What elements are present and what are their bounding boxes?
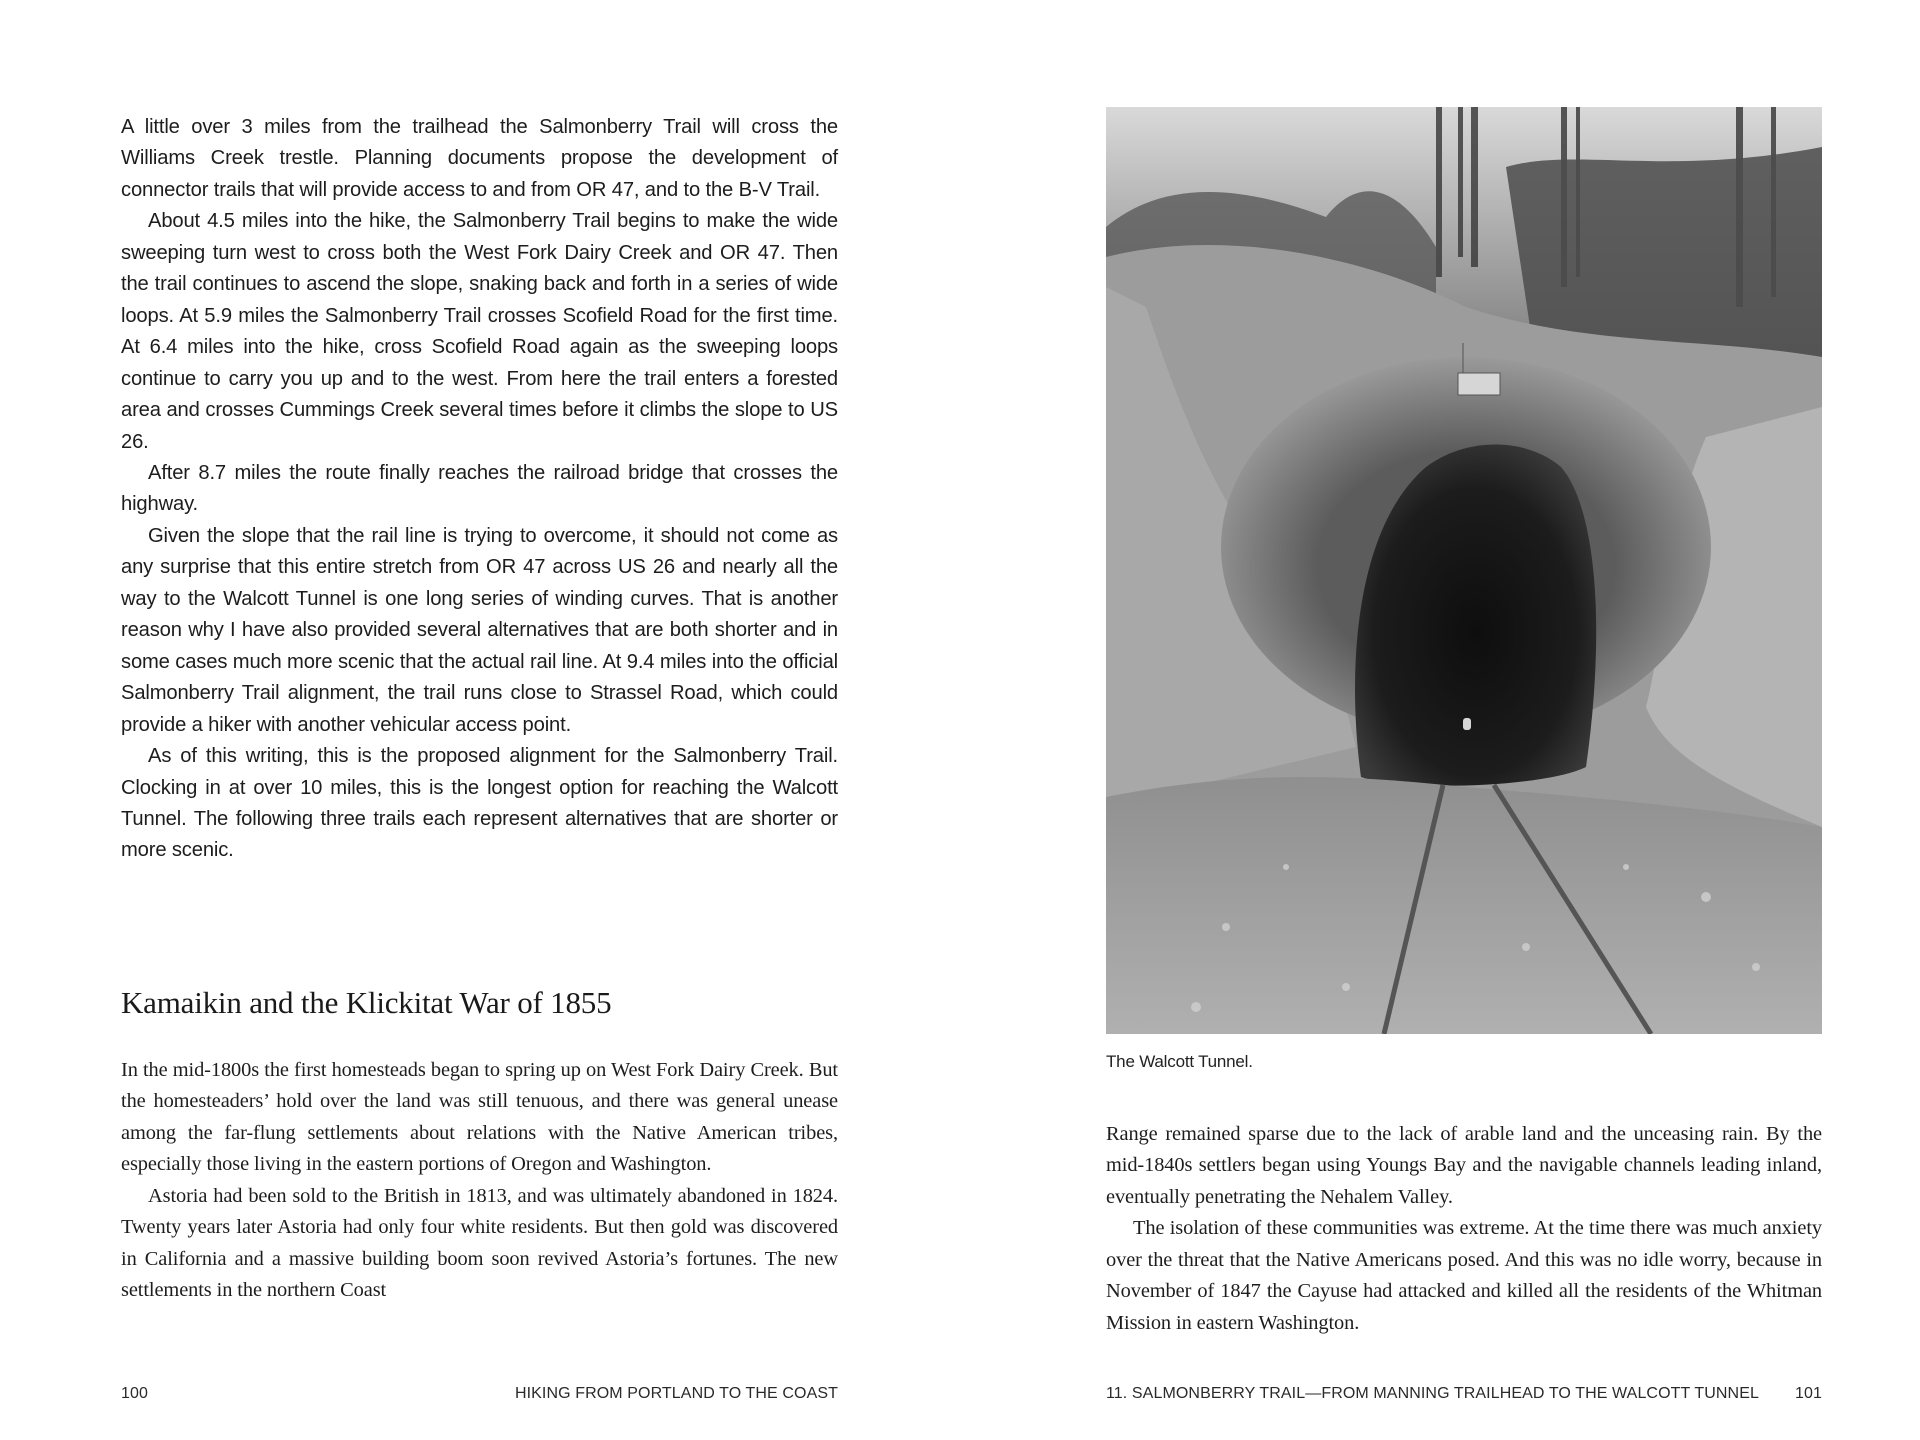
paragraph: As of this writing, this is the proposed alignment for the Salmonberry Trail. Clocking in at over 10 miles, this is the longest option for reaching the Walcott Tunnel. The following three trails each represent alternatives that are shorter or more scenic. — [121, 745, 838, 862]
paragraph: Range remained sparse due to the lack of arable land and the unceasing rain. By the mid-1840s settlers began using Youngs Bay and the navigable channels leading inland, eventually penetrating the Nehalem Valley. — [1106, 1123, 1822, 1208]
running-head: 11. SALMONBERRY TRAIL—FROM MANNING TRAILHEAD TO THE WALCOTT TUNNEL — [1106, 1385, 1759, 1402]
guide-text-block — [121, 112, 838, 867]
paragraph: About 4.5 miles into the hike, the Salmonberry Trail begins to make the wide sweeping turn west to cross both the West Fork Dairy Creek and OR 47. Then the trail continues to ascend the slope, snaking back and forth in a series of wide loops. At 5.9 miles the Salmonberry Trail crosses Scofield Road for the first time. At 6.4 miles into the hike, cross Scofield Road again as the sweeping loops continue to carry you up and to the west. From here the trail enters a forested area and crosses Cummings Creek several times before it climbs the slope to US 26. — [121, 210, 838, 453]
page-number: 100 — [121, 1385, 148, 1402]
paragraph: After 8.7 miles the route finally reaches the railroad bridge that crosses the highway. — [121, 461, 838, 516]
history-text-continued — [1106, 1119, 1822, 1339]
walcott-tunnel-photo — [1106, 107, 1822, 1034]
right-page — [960, 0, 1920, 1440]
section-heading: Kamaikin and the Klickitat War of 1855 — [121, 985, 612, 1020]
page-number: 101 — [1795, 1385, 1822, 1402]
paragraph: Given the slope that the rail line is trying to overcome, it should not come as any surprise that this entire stretch from OR 47 across US 26 and nearly all the way to the Walcott Tunnel is one long series of winding curves. That is another reason why I have also provided several alternatives that are both shorter and in some cases much more scenic that the actual rail line. At 9.4 miles into the official Salmonberry Trail alignment, the trail runs close to Strassel Road, which could provide a hiker with another vehicular access point. — [121, 524, 838, 736]
paragraph: The isolation of these communities was extreme. At the time there was much anxiety over the threat that the Native Americans posed. And this was no idle worry, because in November of 1847 the Cayuse had attacked and killed all the residents of the Whitman Mission in eastern Washington. — [1106, 1217, 1822, 1334]
paragraph: A little over 3 miles from the trailhead the Salmonberry Trail will cross the Williams Creek trestle. Planning documents propose the development of connector trails that will provide access to and from OR 47, and to the B-V Trail. — [121, 116, 838, 201]
paragraph: In the mid-1800s the first homesteads began to spring up on West Fork Dairy Creek. But the homesteaders’ hold over the land was still tenuous, and there was general unease among the far-flung settlements about relations with the Native American tribes, especially those living in the eastern portions of Oregon and Washington. — [121, 1059, 838, 1176]
history-text-block — [121, 1055, 838, 1307]
paragraph: Astoria had been sold to the British in 1813, and was ultimately abandoned in 1824. Twenty years later Astoria had only four white residents. But then gold was discovered in California and a massive building boom soon revived Astoria’s fortunes. The new settlements in the northern Coast — [121, 1184, 838, 1302]
photo-caption: The Walcott Tunnel. — [1106, 1052, 1253, 1071]
running-head: HIKING FROM PORTLAND TO THE COAST — [514, 1385, 838, 1402]
tunnel-photo-graphic — [1106, 107, 1822, 1034]
